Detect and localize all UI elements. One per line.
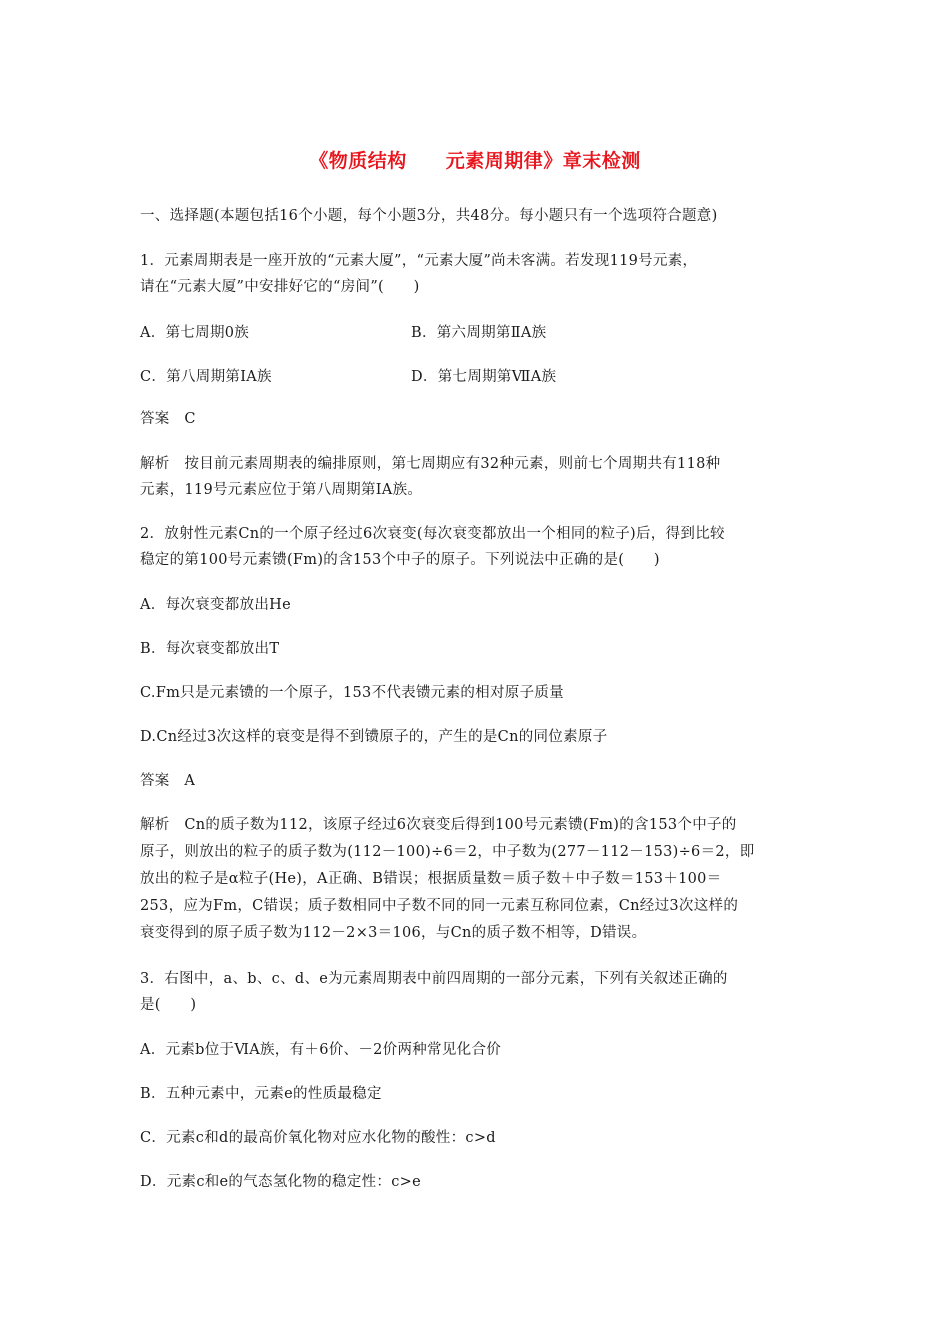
q1-option-d: D．第七周期第ⅦA族 bbox=[411, 369, 557, 385]
q1-answer: 答案 C bbox=[140, 411, 196, 427]
q1-option-a: A．第七周期0族 bbox=[140, 325, 250, 341]
q2-option-a: A．每次衰变都放出He bbox=[140, 597, 291, 613]
section-heading: 一、选择题(本题包括16个小题，每个小题3分，共48分。每小题只有一个选项符合题意) bbox=[140, 208, 718, 224]
q1-stem-line-2: 请在“元素大厦”中安排好它的“房间”( ) bbox=[140, 279, 420, 295]
q2-answer: 答案 A bbox=[140, 773, 196, 789]
document-title: 《物质结构 元素周期律》章末检测 bbox=[309, 150, 641, 172]
q1-option-b: B．第六周期第ⅡA族 bbox=[411, 325, 547, 341]
q1-analysis-line-1: 解析 按目前元素周期表的编排原则，第七周期应有32种元素，则前七个周期共有118种 bbox=[140, 456, 721, 472]
q2-analysis-line-1: 解析 Cn的质子数为112，该原子经过6次衰变后得到100号元素镄(Fm)的含153个中子的 bbox=[140, 817, 737, 833]
q1-stem-line-1: 1．元素周期表是一座开放的“元素大厦”，“元素大厦”尚未客满。若发现119号元素， bbox=[140, 253, 698, 269]
q2-analysis-line-2: 原子，则放出的粒子的质子数为(112－100)÷6＝2，中子数为(277－112－153)÷6＝2，即 bbox=[140, 844, 755, 860]
q2-option-d: D.Cn经过3次这样的衰变是得不到镄原子的，产生的是Cn的同位素原子 bbox=[140, 729, 608, 745]
q3-option-a: A．元素b位于ⅥA族，有＋6价、－2价两种常见化合价 bbox=[140, 1042, 502, 1058]
q1-option-c: C．第八周期第ⅠA族 bbox=[140, 369, 272, 385]
q2-analysis-line-4: 253，应为Fm，C错误；质子数相同中子数不同的同一元素互称同位素，Cn经过3次这样的 bbox=[140, 898, 739, 914]
q3-stem-line-2: 是( ) bbox=[140, 997, 197, 1013]
q2-option-c: C.Fm只是元素镄的一个原子，153不代表镄元素的相对原子质量 bbox=[140, 685, 564, 701]
q2-option-b: B．每次衰变都放出T bbox=[140, 641, 280, 657]
q3-option-d: D．元素c和e的气态氢化物的稳定性：c>e bbox=[140, 1174, 421, 1190]
q3-option-c: C．元素c和d的最高价氧化物对应水化物的酸性：c>d bbox=[140, 1130, 496, 1146]
q3-stem-line-1: 3．右图中，a、b、c、d、e为元素周期表中前四周期的一部分元素，下列有关叙述正确的 bbox=[140, 971, 728, 987]
q2-analysis-line-3: 放出的粒子是α粒子(He)，A正确、B错误；根据质量数＝质子数＋中子数＝153＋100＝ bbox=[140, 871, 722, 887]
q2-stem-line-1: 2．放射性元素Cn的一个原子经过6次衰变(每次衰变都放出一个相同的粒子)后，得到比较 bbox=[140, 526, 725, 542]
q3-option-b: B．五种元素中，元素e的性质最稳定 bbox=[140, 1086, 382, 1102]
q2-analysis-line-5: 衰变得到的原子质子数为112－2×3＝106，与Cn的质子数不相等，D错误。 bbox=[140, 925, 647, 941]
q2-stem-line-2: 稳定的第100号元素镄(Fm)的含153个中子的原子。下列说法中正确的是( ) bbox=[140, 552, 660, 568]
q1-analysis-line-2: 元素，119号元素应位于第八周期第ⅠA族。 bbox=[140, 482, 423, 498]
